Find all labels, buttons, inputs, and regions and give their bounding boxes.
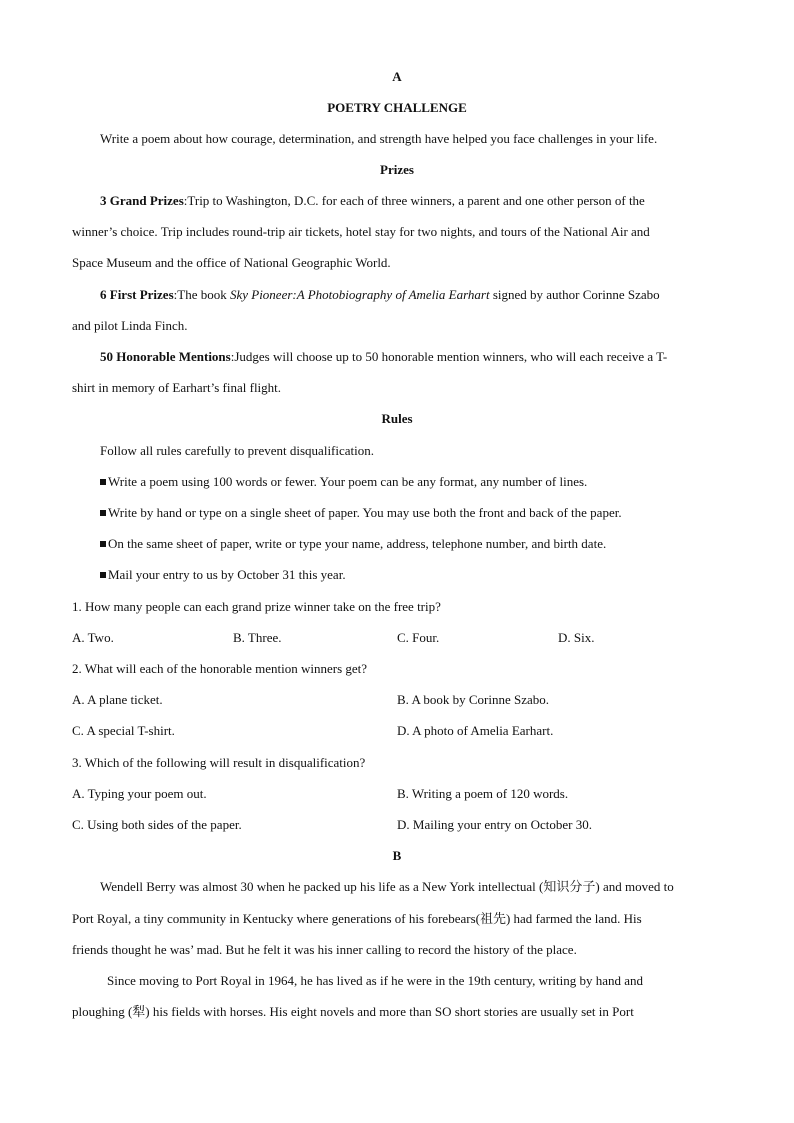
first-prize-text-b: signed by author Corinne Szabo [489, 287, 660, 302]
rules-intro: Follow all rules carefully to prevent disqualification. [100, 443, 375, 458]
grand-prize-line-2: winner’s choice. Trip includes round-trip air tickets, hotel stay for two nights, and tours of the National Air and [72, 224, 650, 239]
first-prize-line-2: and pilot Linda Finch. [72, 318, 188, 333]
first-prize-line-1 [100, 279, 724, 310]
question-3-option-c: C. Using both sides of the paper. [72, 817, 242, 832]
square-bullet-icon [100, 541, 106, 547]
grand-prize-line-1 [100, 185, 724, 216]
question-2-option-a: A. A plane ticket. [72, 692, 163, 707]
prizes-heading: Prizes [380, 162, 414, 177]
passage-a-letter: A [392, 69, 402, 84]
question-2-option-b: B. A book by Corinne Szabo. [397, 692, 550, 707]
question-1-option-c: C. Four. [397, 630, 440, 645]
square-bullet-icon [100, 572, 106, 578]
rules-heading: Rules [381, 411, 413, 426]
grand-prize-text: :Trip to Washington, D.C. for each of three winners, a parent and one other person of the [183, 193, 645, 208]
question-2-option-d: D. A photo of Amelia Earhart. [397, 723, 554, 738]
passage-b-line: Port Royal, a tiny community in Kentucky where generations of his forebears(祖先) had farmed the land. His [72, 911, 642, 926]
rule-item: On the same sheet of paper, write or type your name, address, telephone number, and birth date. [100, 528, 724, 559]
passage-b-line: friends thought he was’ mad. But he felt it was his inner calling to record the history of the place. [72, 942, 577, 957]
question-3-option-b: B. Writing a poem of 120 words. [397, 786, 569, 801]
passage-a-intro: Write a poem about how courage, determination, and strength have helped you face challenges in your life. [100, 131, 658, 146]
square-bullet-icon [100, 510, 106, 516]
honorable-text: :Judges will choose up to 50 honorable mention winners, who will each receive a T- [230, 349, 668, 364]
honorable-line-2: shirt in memory of Earhart’s final flight. [72, 380, 282, 395]
grand-prize-label: 3 Grand Prizes [100, 193, 184, 208]
question-1-option-a: A. Two. [72, 630, 114, 645]
honorable-line-1 [100, 341, 724, 372]
rule-item: Mail your entry to us by October 31 this year. [100, 559, 724, 590]
passage-b-letter: B [392, 848, 402, 863]
square-bullet-icon [100, 479, 106, 485]
grand-prize-line-3: Space Museum and the office of National Geographic World. [72, 255, 391, 270]
first-prize-text-a: :The book [173, 287, 230, 302]
first-prize-label: 6 First Prizes [100, 287, 174, 302]
question-1-option-b: B. Three. [233, 630, 282, 645]
question-1-option-d: D. Six. [558, 630, 595, 645]
question-3-stem: 3. Which of the following will result in disqualification? [72, 755, 366, 770]
question-2-stem: 2. What will each of the honorable mention winners get? [72, 661, 368, 676]
question-1-stem: 1. How many people can each grand prize winner take on the free trip? [72, 599, 441, 614]
first-prize-book-title: Sky Pioneer:A Photobiography of Amelia Earhart [229, 287, 490, 302]
honorable-label: 50 Honorable Mentions [100, 349, 231, 364]
passage-b-line: ploughing (犁) his fields with horses. His eight novels and more than SO short stories are usually set in Port [72, 1004, 634, 1019]
question-3-option-d: D. Mailing your entry on October 30. [397, 817, 592, 832]
passage-a-title: POETRY CHALLENGE [327, 100, 467, 115]
question-2-option-c: C. A special T-shirt. [72, 723, 175, 738]
passage-b-line: Since moving to Port Royal in 1964, he has lived as if he were in the 19th century, writing by hand and [107, 973, 644, 988]
rule-item: Write by hand or type on a single sheet of paper. You may use both the front and back of the paper. [100, 497, 724, 528]
rule-item: Write a poem using 100 words or fewer. Your poem can be any format, any number of lines. [100, 466, 724, 497]
question-3-option-a: A. Typing your poem out. [72, 786, 207, 801]
passage-b-line: Wendell Berry was almost 30 when he packed up his life as a New York intellectual (知识分子) and moved to [100, 879, 674, 894]
